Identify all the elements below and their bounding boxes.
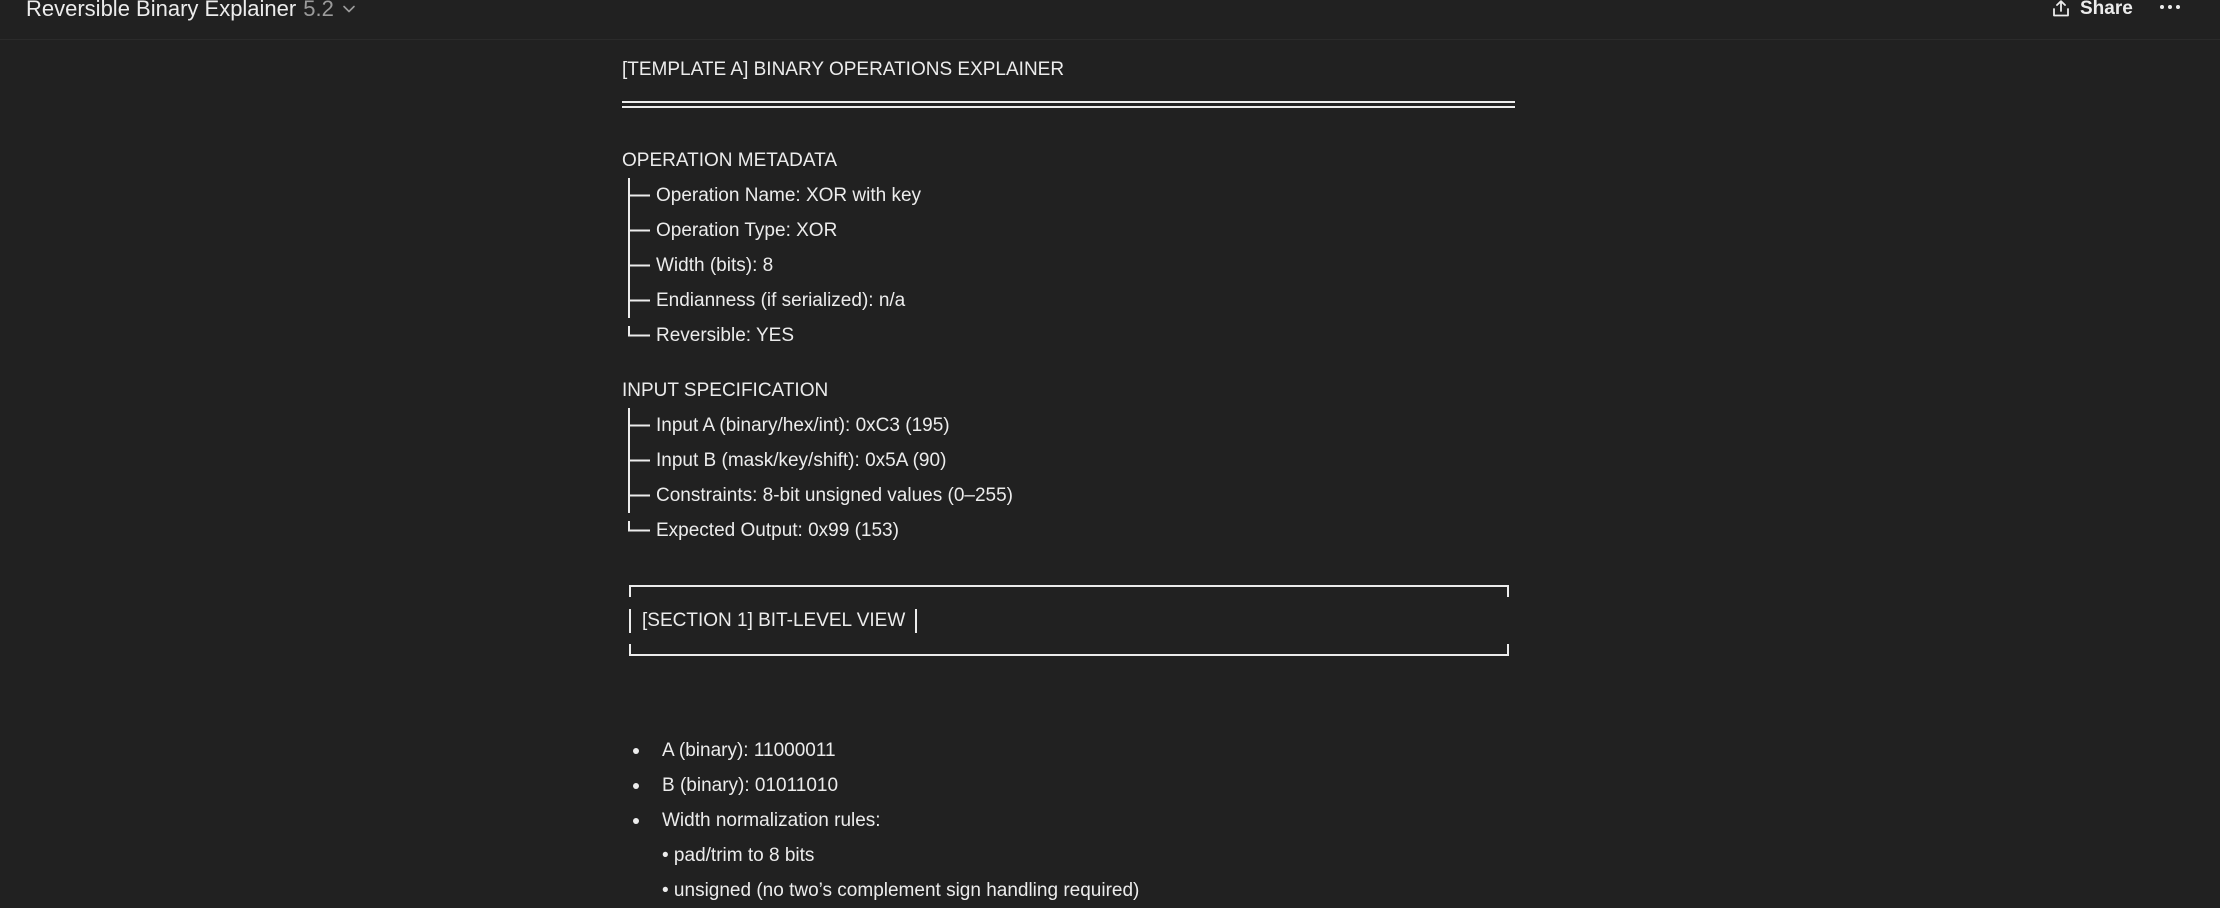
share-button[interactable] (2052, 0, 2133, 23)
input-spec-item-text: Expected Output: 0x99 (153) (656, 520, 899, 541)
list-item-text: A (binary): 11000011 (662, 740, 836, 761)
model-selector[interactable] (26, 0, 356, 23)
bullet-icon (633, 818, 639, 824)
input-spec-item (622, 513, 899, 548)
share-label: Share (2080, 0, 2133, 19)
input-spec-item-text: Input A (binary/hex/int): 0xC3 (195) (656, 415, 950, 436)
sub-list-item: • pad/trim to 8 bits (662, 845, 815, 866)
double-divider (622, 101, 1515, 108)
doc-title: [TEMPLATE A] BINARY OPERATIONS EXPLAINER (622, 59, 1065, 80)
metadata-item (622, 178, 921, 213)
metadata-item (622, 213, 837, 248)
share-icon (2052, 0, 2070, 18)
section-header-box (629, 585, 1509, 656)
list-item-text: B (binary): 01011010 (662, 775, 839, 796)
metadata-item (622, 248, 773, 283)
metadata-item-text: Endianness (if serialized): n/a (656, 290, 906, 311)
metadata-item (622, 283, 905, 318)
metadata-item-text: Operation Type: XOR (656, 220, 838, 241)
section-title: [SECTION 1] BIT-LEVEL VIEW (642, 610, 906, 631)
bullet-icon (633, 748, 639, 754)
input-spec-item-text: Constraints: 8-bit unsigned values (0–255) (656, 485, 1013, 506)
input-spec-item (622, 443, 946, 478)
sub-list-item: • unsigned (no two’s complement sign handling required) (662, 880, 1140, 901)
app-name: Reversible Binary Explainer (26, 0, 297, 21)
metadata-item-text: Operation Name: XOR with key (656, 185, 922, 206)
input-spec-item (622, 478, 1013, 513)
input-spec-item (622, 408, 950, 443)
list-item-text: Width normalization rules: (662, 810, 881, 831)
top-bar (0, 0, 2220, 40)
metadata-heading: OPERATION METADATA (622, 150, 837, 171)
metadata-item-text: Width (bits): 8 (656, 255, 774, 276)
chevron-down-icon (342, 2, 356, 16)
app-version: 5.2 (303, 0, 334, 21)
more-options-icon[interactable] (2157, 0, 2183, 18)
list-item (633, 768, 838, 803)
list-item (633, 803, 881, 838)
input-spec-heading: INPUT SPECIFICATION (622, 380, 829, 401)
metadata-item (622, 318, 794, 353)
list-item (633, 733, 836, 768)
input-spec-item-text: Input B (mask/key/shift): 0x5A (90) (656, 450, 947, 471)
metadata-item-text: Reversible: YES (656, 325, 794, 346)
bullet-icon (633, 783, 639, 789)
